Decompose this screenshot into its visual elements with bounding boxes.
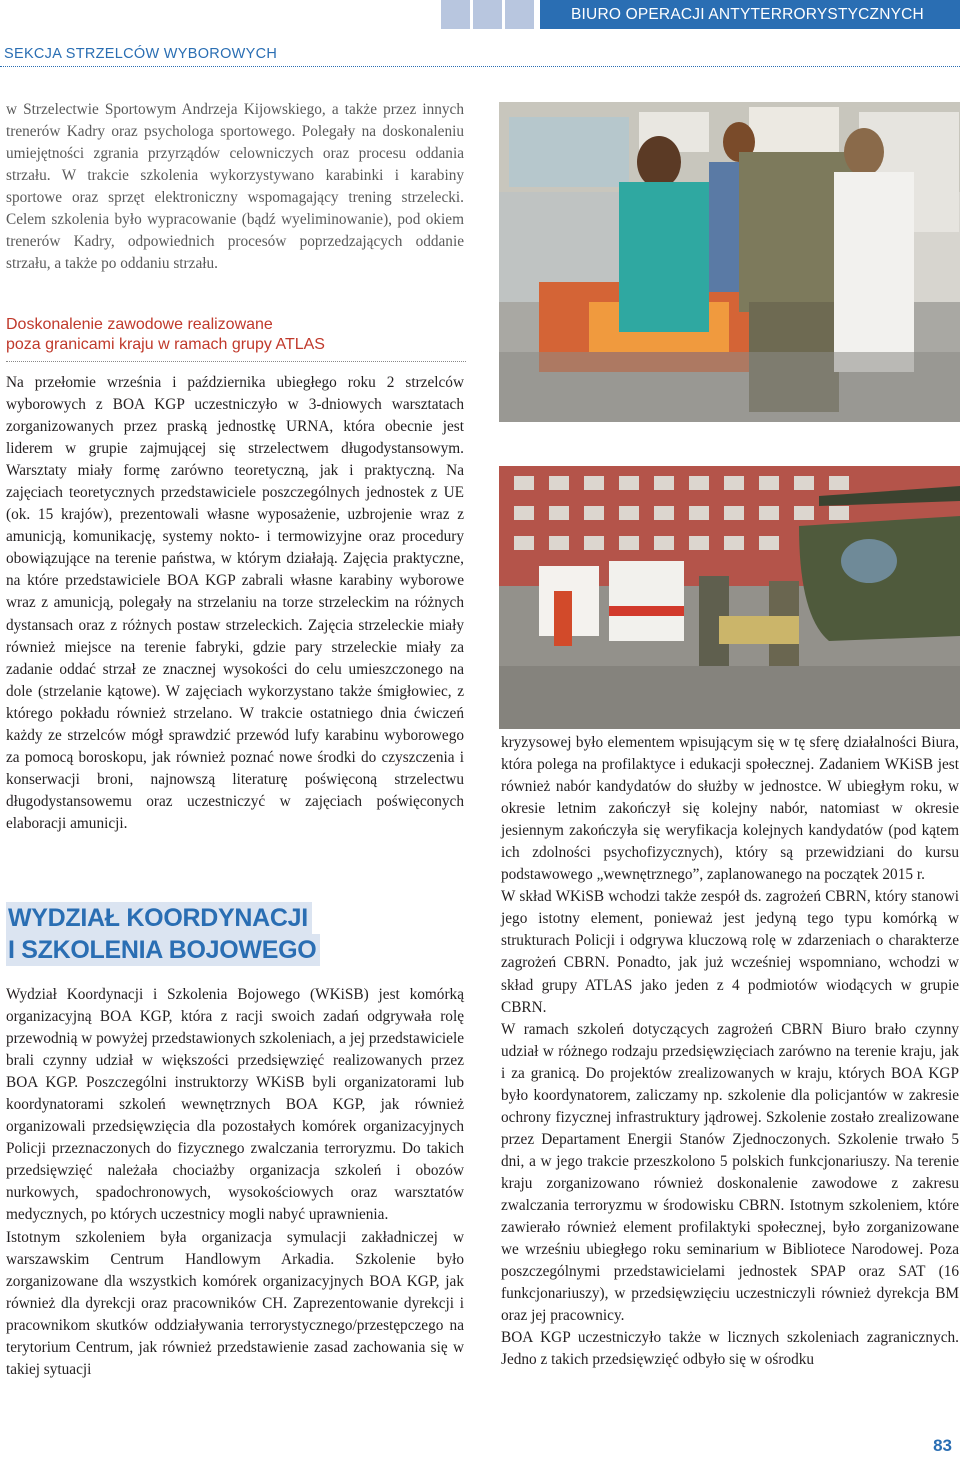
atlas-subheading: [6, 315, 466, 362]
atlas-block: [6, 372, 464, 835]
hospital-emergency-training-photo: [499, 102, 960, 422]
right-paragraph: BOA KGP uczestniczyło także w licznych szkoleniach zagranicznych. Jedno z takich przedsięwzięć odbyło się w ośrodku: [501, 1329, 959, 1369]
atlas-subheading-line1: Doskonalenie zawodowe realizowane: [6, 316, 273, 333]
wkisb-heading-line2: I SZKOLENIA BOJOWEGO: [6, 934, 320, 966]
wkisb-paragraph: Istotnym szkoleniem była organizacja symulacji zakładniczej w warszawskim Centrum Handlowym Arkadia. Szkolenie było zorganizowane dla wszystkich komórek organizacyjnych BOA KGP, jak również dla dyrekcji oraz pracowników CH. Zaprezentowanie dyrekcji i pracownikom skutków oddziaływania terrorystycznego/przestępczego na terytorium Centrum, jak również przedstawienie zasad zachowania się w takiej sytuacji: [6, 1228, 464, 1378]
right-column-text: [501, 732, 959, 1371]
right-paragraph: W skład WKiSB wchodzi także zespół ds. zagrożeń CBRN, który stanowi jego istotny element, ponieważ jest jedyną tego typu komórką w strukturach Policji i odgrywa kluczową rolę w zdarzeniach o charakterze zagrożeń CBRN. Ponadto, jak już wcześniej wspomniano, wchodzi w skład grupy ATLAS jako jeden z 4 podmiotów wiodących w grupie CBRN.: [501, 888, 959, 1016]
section-label: SEKCJA STRZELCÓW WYBOROWYCH: [4, 46, 278, 62]
wkisb-heading: [6, 902, 320, 966]
helicopter-casualty-evacuation-photo: [499, 466, 960, 729]
atlas-subheading-line2: poza granicami kraju w ramach grupy ATLAS: [6, 336, 325, 353]
section-divider: [0, 66, 960, 67]
intro-block: [6, 99, 464, 275]
right-paragraph: kryzysowej było elementem wpisującym się w tę sferę działalności Biura, która polega na profilaktyce i edukacji społecznej. Zadaniem WKiSB jest również nabór kandydatów do służby w jednostce. W ubiegłym roku, w okresie letnim zakończył się kolejny nabór, natomiast w okresie jesiennym zakończyła się weryfikacja kolejnych kandydatów (pod kątem ich zdolności psychofizycznych), który są przewidziani do kursu podstawowego „wewnętrznego”, zaplanowanego na początek 2015 r.: [501, 734, 959, 884]
wkisb-heading-line1: WYDZIAŁ KOORDYNACJI: [6, 902, 312, 934]
right-paragraph: W ramach szkoleń dotyczących zagrożeń CBRN Biuro brało czynny udział w różnego rodzaju przedsięwzięciach zarówno na terenie kraju, jak i za granicą. Do projektów zrealizowanych w kraju, których BOA KGP było koordynatorem, zaliczamy np. szkolenie dla policjantów w zakresie ochrony fizycznej infrastruktury jądrowej. Szkolenie zostało zrealizowane przez Departament Energii Stanów Zjednoczonych. Szkolenie trwało 5 dni, a w jego trakcie przeszkolono 5 polskich funkcjonariuszy. Na terenie kraju zorganizowano również doskonalenie zawodowe z zakresu zwalczania terroryzmu w środowisku CBRN. Istotnym szkoleniem, które zawierało również element profilaktyki społecznej, było zorganizowane we wrześniu ubiegłego roku seminarium w Bibliotece Narodowej. Poza poszczególnymi przedstawicielami jednostek SPAP oraz SAT (16 funkcjonariuszy), w przedsięwzięciu uczestniczyli również dyrekcja BM oraz jej pracownicy.: [501, 1020, 959, 1325]
wkisb-paragraph: Wydział Koordynacji i Szkolenia Bojowego (WKiSB) jest komórką organizacyjną BOA KGP, która z racji swoich zadań odgrywała rolę przewodnią w powyżej przedstawionych szkoleniach, a jej przedstawiciele brali czynny udział w większości przedsięwzięć realizowanych przez BOA KGP. Poszczególni instruktorzy WKiSB byli organizatorami lub koordynatorami szkoleń wewnętrznych BOA KGP, jak również organizowali przedsięwzięcia dla pozostałych komórek organizacyjnych Policji przeznaczonych do fizycznego zwalczania terroryzmu. Do takich przedsięwzięć należała chociażby organizacja szkoleń i obozów nurkowych, spadochronowych, wysokościowych oraz warsztatów medycznych, po których uczestnicy mogli nabyć uprawnienia.: [6, 986, 464, 1224]
decor-square: [441, 0, 470, 29]
intro-paragraph: w Strzelectwie Sportowym Andrzeja Kijowskiego, a także przez innych trenerów Kadry oraz psychologa sportowego. Polegały na doskonaleniu umiejętności zgrania przyrządów celowniczych oraz procesu oddania strzału. W trakcie szkolenia wykorzystywano karabinki i karabiny sportowe oraz sprzęt elektroniczny wspomagający trening strzelecki. Celem szkolenia było wypracowanie (bądź wyeliminowanie), pod okiem trenerów Kadry, odpowiednich procesów poprzedzających oddanie strzału, a także po oddaniu strzału.: [6, 101, 464, 273]
atlas-paragraph: Na przełomie września i października ubiegłego roku 2 strzelców wyborowych z BOA KGP uczestniczyło w 3-dniowych warsztatach zorganizowanych przez praską jednostkę URNA, która obecnie jest liderem w grupie zajmującej się strzelectwem długodystansowym. Warsztaty miały formę zarówno teoretyczną, jak i praktyczną. Na zajęciach teoretycznych przedstawiciele poszczególnych jednostek z UE (ok. 15 krajów), prezentowali własne wyposażenie, uzbrojenie wraz z amunicją, komunikację, systemy nokto- i termowizyjne oraz procedury obowiązujące na terenie państwa, w którym działają. Zajęcia praktyczne, na które przedstawiciele BOA KGP zabrali własne karabiny wyborowe wraz z amunicją, polegały na strzelaniu na torze strzeleckim na różnych dystansach oraz z różnych postaw strzeleckich. Zajęcia strzeleckie miały również miejsce na terenie fabryki, gdzie pary strzeleckie miały za zadanie oddać strzał ze znacznej wysokości do celu umieszczonego na dole (strzelanie kątowe). W zajęciach wykorzystano także śmigłowiec, z którego pokładu również strzelano. W trakcie ostatniego dnia ćwiczeń każdy ze strzelców mógł sprawdzić przewód lufy karabinu wyborowego za pomocą boroskopu, jak również poznać nowe środki do czyszczenia i konserwacji broni, najnowszą literaturę poświęconą strzelectwu długodystansowemu oraz uczestniczyć w zajęciach poświęconych elaboracji amunicji.: [6, 374, 464, 832]
header-banner-title: BIURO OPERACJI ANTYTERRORYSTYCZNYCH KGP: [540, 0, 960, 29]
decor-square: [505, 0, 534, 29]
wkisb-block: [6, 984, 464, 1381]
header-decoration: [441, 0, 534, 29]
decor-square: [473, 0, 502, 29]
page-number: 83: [933, 1436, 952, 1455]
